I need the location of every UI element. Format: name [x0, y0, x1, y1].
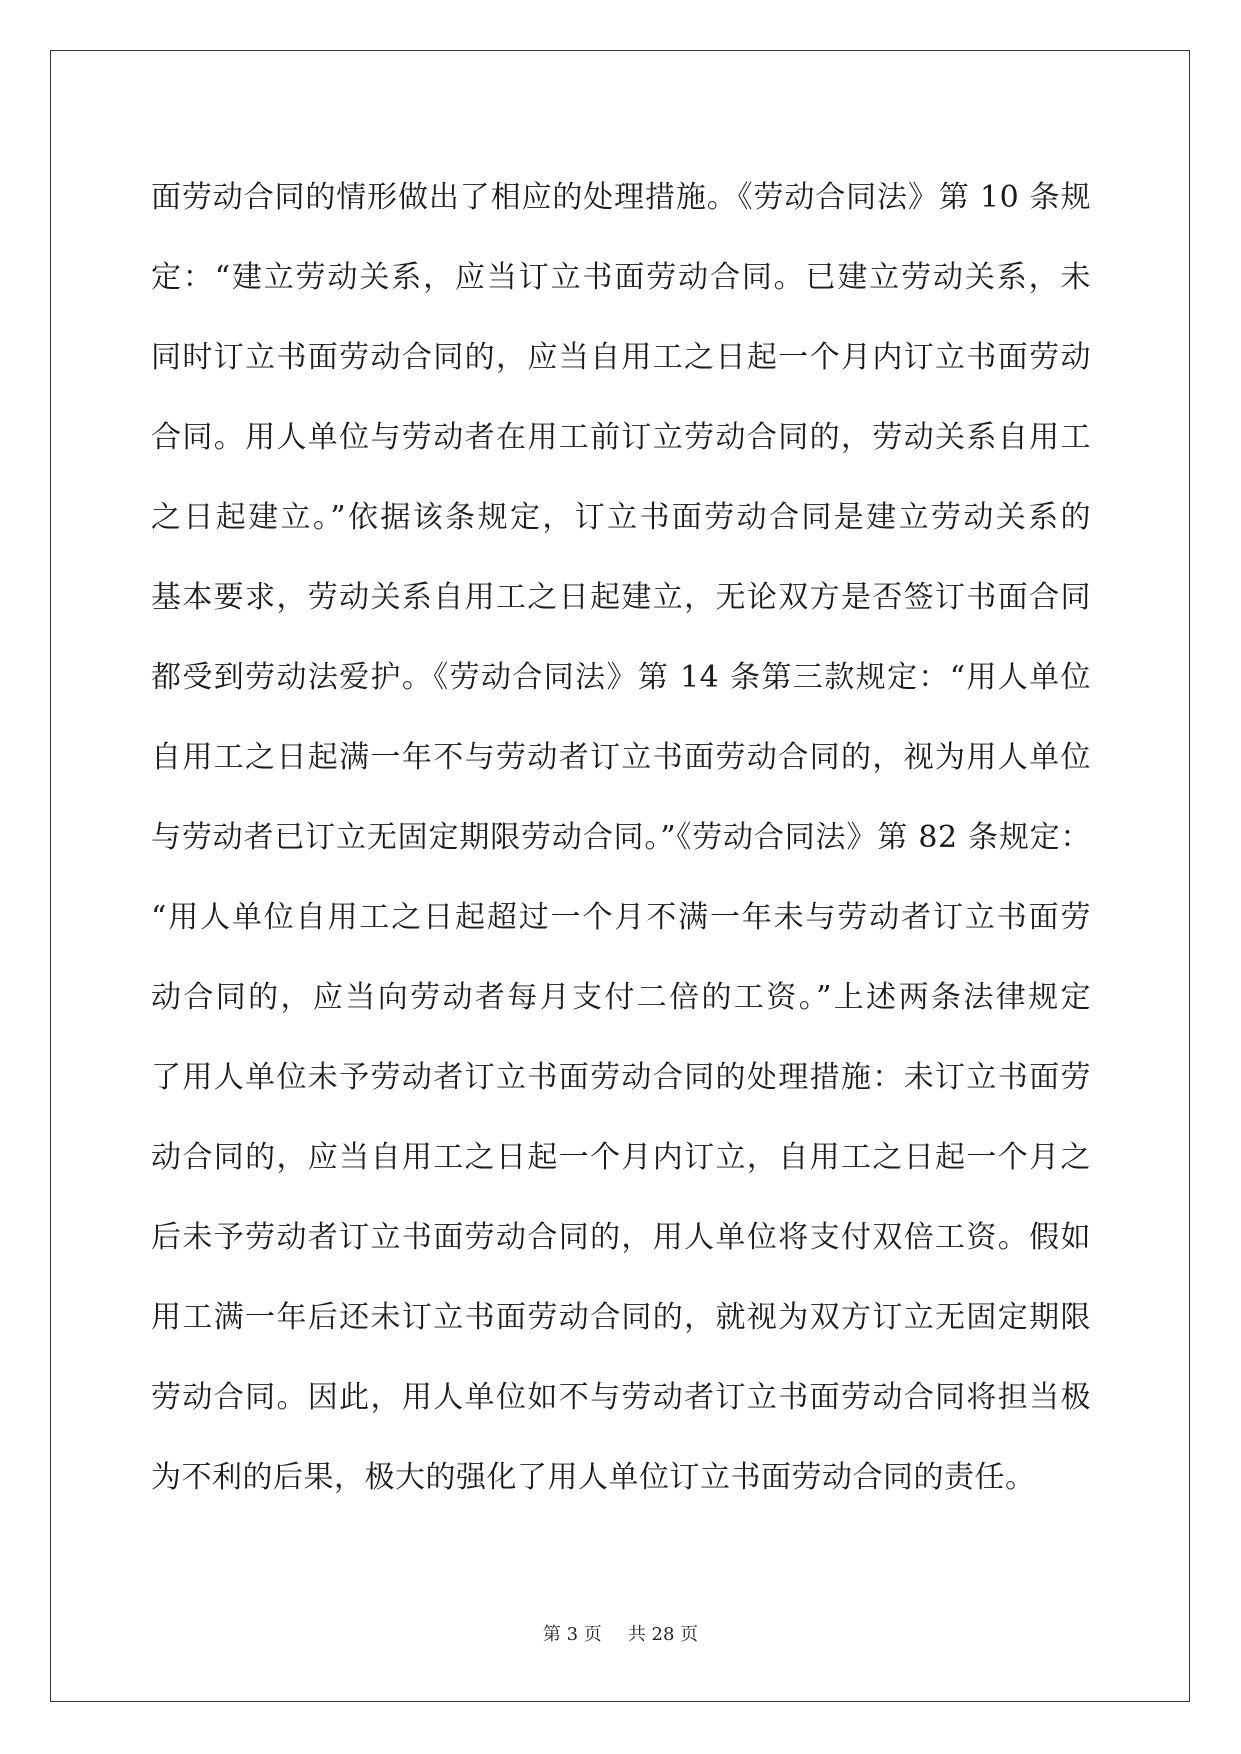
text-line: 定：“建立劳动关系，应当订立书面劳动合同。已建立劳动关系，未 — [151, 260, 1091, 295]
text-line: 之日起建立。”依据该条规定，订立书面劳动合同是建立劳动关系的 — [151, 500, 1091, 535]
text-line: 自用工之日起满一年不与劳动者订立书面劳动合同的，视为用人单位 — [151, 740, 1091, 775]
text-line: 劳动合同。因此，用人单位如不与劳动者订立书面劳动合同将担当极 — [151, 1380, 1091, 1415]
text-line: “用人单位自用工之日起超过一个月不满一年未与劳动者订立书面劳 — [151, 900, 1091, 935]
text-line: 合同。用人单位与劳动者在用工前订立劳动合同的，劳动关系自用工 — [151, 420, 1091, 455]
text-line: 后未予劳动者订立书面劳动合同的，用人单位将支付双倍工资。假如 — [151, 1220, 1091, 1255]
text-line: 同时订立书面劳动合同的，应当自用工之日起一个月内订立书面劳动 — [151, 340, 1091, 375]
text-line: 动合同的，应当向劳动者每月支付二倍的工资。”上述两条法律规定 — [151, 980, 1091, 1015]
page-footer — [0, 1623, 1241, 1647]
text-line: 动合同的，应当自用工之日起一个月内订立，自用工之日起一个月之 — [151, 1140, 1091, 1175]
text-line: 用工满一年后还未订立书面劳动合同的，就视为双方订立无固定期限 — [151, 1300, 1091, 1335]
page-total: 共 28 页 — [627, 1624, 699, 1645]
text-line: 为不利的后果，极大的强化了用人单位订立书面劳动合同的责任。 — [151, 1460, 1036, 1495]
text-line: 基本要求，劳动关系自用工之日起建立，无论双方是否签订书面合同 — [151, 580, 1091, 615]
text-line: 都受到劳动法爱护。《劳动合同法》第 14 条第三款规定：“用人单位 — [151, 660, 1091, 695]
text-line: 面劳动合同的情形做出了相应的处理措施。《劳动合同法》第 10 条规 — [151, 180, 1091, 215]
page-number: 第 3 页 — [542, 1624, 602, 1645]
text-line: 与劳动者已订立无固定期限劳动合同。”《劳动合同法》第 82 条规定： — [151, 820, 1091, 855]
document-body — [151, 158, 1091, 1518]
text-line: 了用人单位未予劳动者订立书面劳动合同的处理措施：未订立书面劳 — [151, 1060, 1091, 1095]
